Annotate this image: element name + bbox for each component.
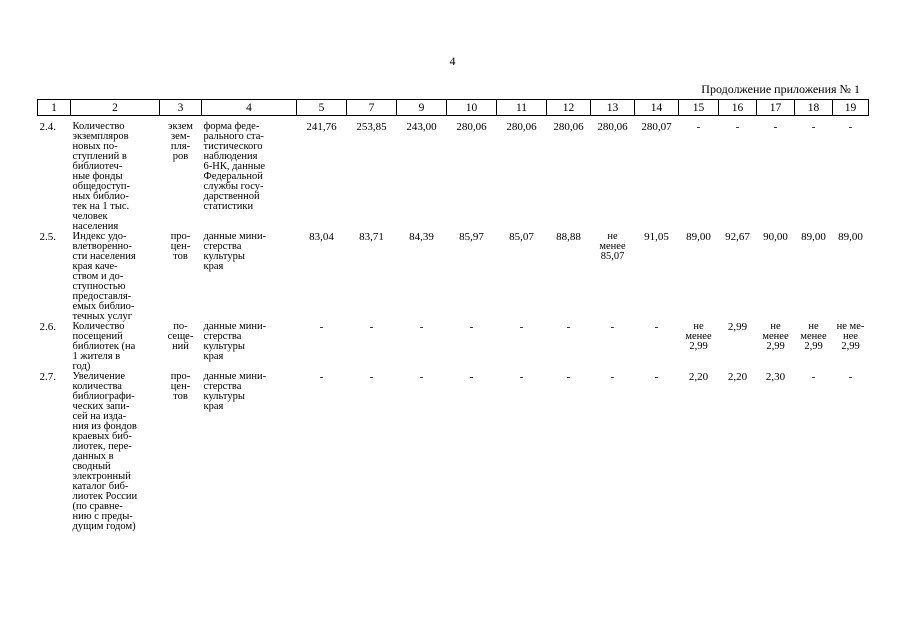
unit-of-measure-line: сеще- [167, 331, 194, 342]
value-cell [679, 232, 719, 322]
indicator-name-line: ступлений в [72, 151, 127, 162]
indicator-name-line: электронный [72, 471, 131, 482]
data-source-line: культуры [203, 391, 245, 402]
value-cell-line: 243,00 [406, 121, 437, 133]
value-cell-line: - [519, 371, 524, 383]
indicator-name-line: лиотек, пере- [72, 441, 132, 452]
value-cell-line: - [773, 121, 778, 133]
unit-of-measure-line: про- [170, 231, 191, 242]
indicator-name-line: посещений [72, 331, 123, 342]
table-row [38, 322, 869, 372]
indicator-name-line: сводный [72, 461, 111, 472]
value-cell-line: 280,06 [456, 121, 487, 133]
unit-of-measure-line: про- [170, 371, 191, 382]
indicators-table [37, 99, 869, 532]
continuation-caption: Продолжение приложения № 1 [701, 82, 860, 96]
value-cell-line: 253,85 [356, 121, 387, 133]
data-source-line: службы госу- [203, 181, 264, 192]
value-cell [397, 116, 447, 233]
value-cell [757, 232, 795, 322]
table-body [38, 116, 869, 533]
value-cell-line: - [369, 321, 374, 333]
value-cell [347, 322, 397, 372]
indicator-name [71, 116, 160, 233]
value-cell-line: - [610, 371, 615, 383]
value-cell-line: - [319, 371, 324, 383]
value-cell-line: - [811, 121, 816, 133]
indicator-name-line: (по сравне- [72, 501, 123, 512]
value-cell [347, 372, 397, 532]
value-cell-line: 2,20 [727, 371, 748, 383]
value-cell-line: 280,06 [553, 121, 584, 133]
value-cell-line: менее [762, 331, 789, 342]
unit-of-measure-line: тов [173, 251, 188, 262]
value-cell-line: 90,00 [763, 231, 788, 243]
value-cell [719, 116, 757, 233]
value-cell-line: - [654, 321, 659, 333]
indicator-name-line: каталог биб- [72, 481, 129, 492]
indicator-name-line: Индекс удо- [72, 231, 127, 242]
value-cell-line: 89,00 [801, 231, 826, 243]
data-source-line: рального ста- [203, 131, 264, 142]
value-cell [547, 232, 591, 322]
indicator-name-line: лиотек России [72, 491, 138, 502]
value-cell-line: - [369, 371, 374, 383]
indicator-name-line: Увеличение [72, 371, 126, 382]
unit-of-measure [160, 322, 202, 372]
data-source-line: культуры [203, 341, 245, 352]
value-cell [833, 232, 869, 322]
value-cell [591, 116, 635, 233]
column-header: 7 [347, 100, 397, 116]
row-number: 2.6. [39, 321, 56, 333]
value-cell [591, 322, 635, 372]
value-cell-line: 91,05 [644, 231, 669, 243]
column-header: 1 [38, 100, 71, 116]
value-cell-line: 2,99 [804, 341, 823, 352]
column-header: 16 [719, 100, 757, 116]
value-cell [547, 116, 591, 233]
value-cell [447, 322, 497, 372]
column-header: 10 [447, 100, 497, 116]
value-cell-line: - [696, 121, 701, 133]
value-cell-line: - [848, 371, 853, 383]
value-cell [497, 116, 547, 233]
indicator-name-line: библиографи- [72, 391, 135, 402]
value-cell [591, 232, 635, 322]
data-source-line: культуры [203, 251, 245, 262]
indicator-name-line: библиотек (на [72, 341, 136, 352]
value-cell [397, 232, 447, 322]
table-row [38, 116, 869, 233]
value-cell [547, 322, 591, 372]
data-source-line: данные мини- [203, 231, 267, 242]
value-cell-line: 85,97 [459, 231, 484, 243]
value-cell-line: - [519, 321, 524, 333]
data-source-line: статистики [203, 201, 254, 212]
indicator-name-line: ных библио- [72, 191, 129, 202]
value-cell-line: не [770, 321, 781, 332]
indicator-name-line: ные фонды [72, 171, 123, 182]
value-cell [833, 322, 869, 372]
unit-of-measure [160, 372, 202, 532]
value-cell [547, 372, 591, 532]
value-cell [497, 372, 547, 532]
value-cell [757, 322, 795, 372]
value-cell-line: - [419, 371, 424, 383]
value-cell-line: не [693, 321, 704, 332]
value-cell [397, 322, 447, 372]
column-header: 18 [795, 100, 833, 116]
value-cell-line: 83,04 [309, 231, 334, 243]
indicator-name-line: общедоступ- [72, 181, 131, 192]
indicator-name-line: краевых биб- [72, 431, 132, 442]
value-cell [297, 116, 347, 233]
indicator-name-line: ством и до- [72, 271, 124, 282]
indicator-name [71, 322, 160, 372]
unit-of-measure-line: тов [173, 391, 188, 402]
indicator-name-line: края каче- [72, 261, 118, 272]
value-cell [635, 372, 679, 532]
value-cell [679, 116, 719, 233]
column-header: 5 [297, 100, 347, 116]
value-cell-line: 2,30 [765, 371, 786, 383]
unit-of-measure-line: ний [172, 341, 189, 352]
value-cell-line: - [848, 121, 853, 133]
value-cell [795, 232, 833, 322]
indicator-name-line: сей на изда- [72, 411, 127, 422]
data-source-line: стерства [203, 241, 242, 252]
value-cell-line: - [566, 321, 571, 333]
indicator-name-line: 1 жителя в [72, 351, 121, 362]
value-cell-line: - [319, 321, 324, 333]
data-source-line: тистического [203, 141, 263, 152]
indicator-name-line: библиотеч- [72, 161, 123, 172]
value-cell [497, 232, 547, 322]
value-cell [297, 322, 347, 372]
indicator-name-line: сти населения [72, 251, 136, 262]
value-cell [635, 232, 679, 322]
value-cell-line: 2,20 [688, 371, 709, 383]
data-source-line: Федеральной [203, 171, 263, 182]
value-cell-line: - [610, 321, 615, 333]
value-cell-line: 92,67 [725, 231, 750, 243]
data-source-line: 6-НК, данные [203, 161, 266, 172]
column-header: 19 [833, 100, 869, 116]
value-cell-line: - [419, 321, 424, 333]
value-cell-line: 280,07 [641, 121, 672, 133]
value-cell-line: нее [843, 331, 858, 342]
column-header: 15 [679, 100, 719, 116]
page-number: 4 [449, 54, 456, 68]
indicator-name-line: экземпляров [72, 131, 129, 142]
value-cell-line: - [469, 371, 474, 383]
data-source [202, 232, 297, 322]
value-cell-line: 85,07 [600, 251, 625, 262]
column-header: 17 [757, 100, 795, 116]
data-source-line: данные мини- [203, 321, 267, 332]
value-cell-line: 84,39 [409, 231, 434, 243]
indicator-name-line: дущим годом) [72, 521, 136, 532]
value-cell-line: - [566, 371, 571, 383]
value-cell-line: 241,76 [306, 121, 337, 133]
column-header: 3 [160, 100, 202, 116]
indicator-name-line: ступностью [72, 281, 126, 292]
column-header: 14 [635, 100, 679, 116]
indicator-name-line: количества [72, 381, 122, 392]
value-cell [719, 232, 757, 322]
indicator-name [71, 372, 160, 532]
value-cell-line: 2,99 [766, 341, 785, 352]
value-cell [795, 372, 833, 532]
value-cell-line: не [607, 231, 618, 242]
column-header: 4 [202, 100, 297, 116]
indicator-name-line: емых библио- [72, 301, 135, 312]
unit-of-measure-line: экзем [168, 121, 193, 132]
indicator-name-line: предоставля- [72, 291, 132, 302]
value-cell-line: менее [800, 331, 827, 342]
row-number: 2.7. [39, 371, 56, 383]
value-cell [833, 116, 869, 233]
value-cell-line: 2,99 [727, 321, 748, 333]
value-cell-line: не [808, 321, 819, 332]
value-cell-line: - [654, 371, 659, 383]
value-cell-line: - [735, 121, 740, 133]
value-cell [591, 372, 635, 532]
value-cell-line: 2,99 [841, 341, 860, 352]
value-cell-line: 88,88 [556, 231, 581, 243]
unit-of-measure-line: по- [173, 321, 188, 332]
unit-of-measure-line: цен- [170, 381, 191, 392]
value-cell-line: - [469, 321, 474, 333]
value-cell [679, 322, 719, 372]
unit-of-measure [160, 116, 202, 233]
value-cell [447, 372, 497, 532]
header-row [38, 100, 869, 116]
data-source-line: данные мини- [203, 371, 267, 382]
column-header: 9 [397, 100, 447, 116]
indicator-name-line: населения [72, 221, 119, 232]
indicator-name-line: нию с преды- [72, 511, 133, 522]
value-cell-line: менее [599, 241, 626, 252]
indicator-name-line: данных в [72, 451, 114, 462]
data-source-line: стерства [203, 331, 242, 342]
value-cell [347, 232, 397, 322]
indicator-name-line: новых по- [72, 141, 118, 152]
value-cell [757, 116, 795, 233]
value-cell [635, 116, 679, 233]
value-cell [795, 322, 833, 372]
value-cell-line: менее [685, 331, 712, 342]
value-cell [719, 372, 757, 532]
value-cell [447, 116, 497, 233]
value-cell-line: - [811, 371, 816, 383]
data-source-line: форма феде- [203, 121, 260, 132]
value-cell [679, 372, 719, 532]
data-source [202, 322, 297, 372]
unit-of-measure-line: зем- [171, 131, 190, 142]
table-row [38, 372, 869, 532]
value-cell [635, 322, 679, 372]
column-header: 2 [71, 100, 160, 116]
value-cell-line: 89,00 [686, 231, 711, 243]
value-cell-line: 89,00 [838, 231, 863, 243]
value-cell [719, 322, 757, 372]
data-source-line: стерства [203, 381, 242, 392]
indicator-name-line: ния из фондов [72, 421, 137, 432]
column-header: 11 [497, 100, 547, 116]
value-cell-line: 85,07 [509, 231, 534, 243]
value-cell [795, 116, 833, 233]
indicator-name-line: год) [72, 361, 91, 372]
unit-of-measure [160, 232, 202, 322]
data-source-line: наблюдения [203, 151, 258, 162]
row-number: 2.5. [39, 231, 56, 243]
value-cell [833, 372, 869, 532]
indicator-name-line: человек [72, 211, 108, 222]
value-cell-line: 2,99 [689, 341, 708, 352]
value-cell-line: 280,06 [506, 121, 537, 133]
value-cell [757, 372, 795, 532]
data-source [202, 116, 297, 233]
column-header: 12 [547, 100, 591, 116]
value-cell [297, 372, 347, 532]
data-source-line: края [203, 261, 224, 272]
value-cell [347, 116, 397, 233]
indicator-name-line: тек на 1 тыс. [72, 201, 130, 212]
indicator-name-line: Количество [72, 121, 125, 132]
data-source-line: дарственной [203, 191, 260, 202]
indicator-name [71, 232, 160, 322]
value-cell [397, 372, 447, 532]
unit-of-measure-line: ров [172, 151, 189, 162]
indicator-name-line: ческих запи- [72, 401, 130, 412]
unit-of-measure-line: пля- [170, 141, 191, 152]
value-cell-line: 280,06 [597, 121, 628, 133]
indicator-name-line: влетворенно- [72, 241, 132, 252]
value-cell-line: не ме- [836, 321, 865, 332]
indicator-name-line: течных услуг [72, 311, 133, 322]
data-source-line: края [203, 401, 224, 412]
value-cell [497, 322, 547, 372]
data-source [202, 372, 297, 532]
value-cell-line: 83,71 [359, 231, 384, 243]
data-source-line: края [203, 351, 224, 362]
row-number: 2.4. [39, 121, 56, 133]
value-cell [297, 232, 347, 322]
value-cell [447, 232, 497, 322]
unit-of-measure-line: цен- [170, 241, 191, 252]
table-row [38, 232, 869, 322]
column-header: 13 [591, 100, 635, 116]
indicator-name-line: Количество [72, 321, 125, 332]
